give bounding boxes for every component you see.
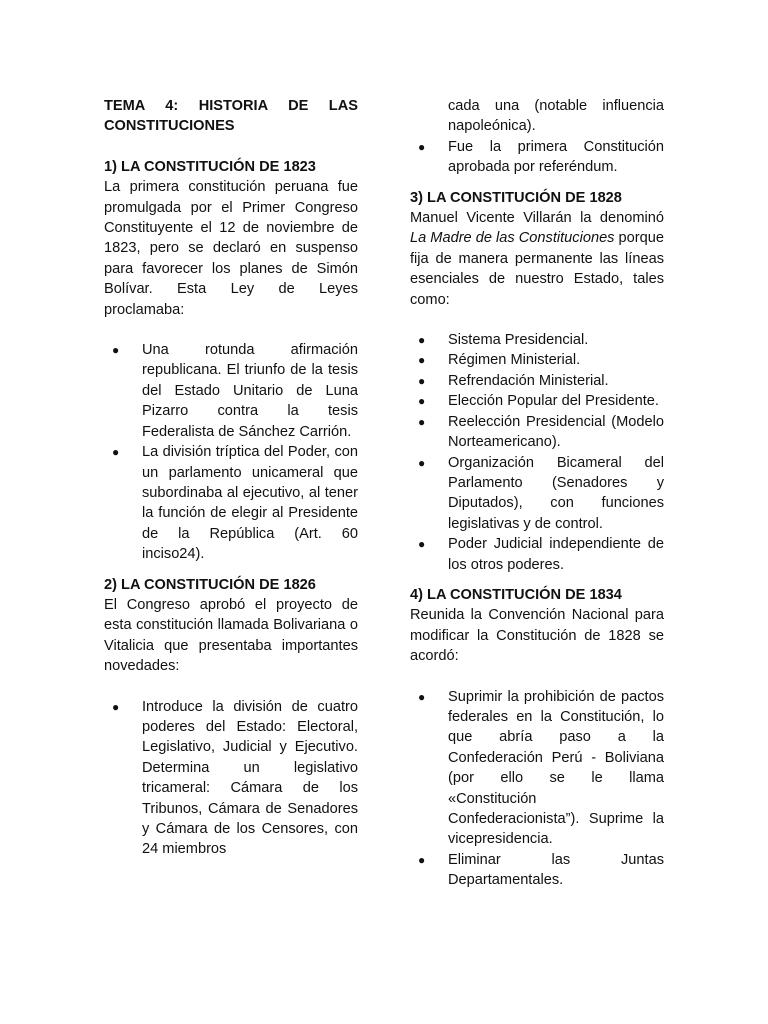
left-column: [104, 96, 358, 860]
section-1-heading: 1) LA CONSTITUCIÓN DE 1823: [104, 158, 316, 175]
section-4-intro: Reunida la Convención Nacional para modificar la Constitución de 1828 se acordó:: [410, 607, 664, 665]
bullet-icon: ●: [112, 445, 120, 460]
bullet-icon: ●: [418, 537, 426, 552]
bullet-icon: ●: [418, 353, 426, 368]
list-item: ● Introduce la división de cuatro poderes del Estado: Electoral, Legislativo, Judicial y Ejecutivo. Determina un legislativo tricameral: Cámara de los Tribunos, Cámara de Senadores y Cámara de los Censores, con 24 miembros: [112, 698, 358, 858]
list-item: ● Una rotunda afirmación republicana. El triunfo de la tesis del Estado Unitario de Luna Pizarro contra la tesis Federalista de Sánchez Carrión.: [112, 342, 358, 440]
list-item: ● La división tríptica del Poder, con un parlamento unicameral que subordinaba al ejecutivo, al tener la función de elegir al Presidente de la República (Art. 60 inciso24).: [112, 444, 358, 563]
section-4-list: [410, 687, 664, 891]
section-2-list: [104, 697, 358, 860]
section-2-item-continuation: cada una (notable influencia napoleónica).: [448, 98, 664, 135]
bullet-icon: ●: [418, 455, 426, 470]
bullet-icon: ●: [418, 852, 426, 867]
section-1-intro: La primera constitución peruana fue promulgada por el Primer Congreso Constituyente el 12 de noviembre de 1823, pero se declaró en suspenso para favorecer los planes de Simón Bolívar. Esta Ley de Leyes proclamaba:: [104, 179, 358, 318]
list-item: ● Reelección Presidencial (Modelo Norteamericano).: [418, 413, 664, 451]
list-item: ● Refrendación Ministerial.: [410, 371, 664, 391]
bullet-icon: ●: [418, 689, 426, 704]
section-2-list-continued: [410, 137, 664, 178]
right-column: [410, 96, 664, 891]
bullet-icon: ●: [418, 373, 426, 388]
page-title: TEMA 4: HISTORIA DE LAS CONSTITUCIONES: [104, 98, 358, 135]
list-item: ● Elección Popular del Presidente.: [410, 391, 664, 411]
section-3-list: [410, 330, 664, 575]
bullet-icon: ●: [418, 333, 426, 348]
bullet-icon: ●: [112, 699, 120, 714]
bullet-icon: ●: [112, 343, 120, 358]
bullet-icon: ●: [418, 414, 426, 429]
list-item: ● Organización Bicameral del Parlamento (Senadores y Diputados), con funciones legislativas y de control.: [418, 454, 664, 532]
section-2-heading: 2) LA CONSTITUCIÓN DE 1826: [104, 576, 316, 593]
list-item: ● Eliminar las Juntas Departamentales.: [418, 851, 664, 889]
list-item: ● Sistema Presidencial.: [410, 330, 664, 350]
section-1-list: [104, 340, 358, 564]
section-3-intro: Manuel Vicente Villarán la denominó La Madre de las Constituciones porque fija de manera permanente las líneas esenciales de nuestro Estado, tales como:: [410, 210, 664, 308]
section-2-intro: El Congreso aprobó el proyecto de esta constitución llamada Bolivariana o Vitalicia que presentaba importantes novedades:: [104, 596, 358, 675]
bullet-icon: ●: [418, 394, 426, 409]
list-item: ● Fue la primera Constitución aprobada por referéndum.: [418, 138, 664, 176]
bullet-icon: ●: [418, 139, 426, 154]
list-item: ● Régimen Ministerial.: [410, 350, 664, 370]
list-item: ● Poder Judicial independiente de los otros poderes.: [418, 536, 664, 573]
list-item: ● Suprimir la prohibición de pactos federales en la Constitución, lo que abría paso a la Confederación Perú - Boliviana (por ello se le llama «Constitución Confederacionista”). Suprime la vicepresidencia.: [418, 688, 664, 848]
section-4-heading: 4) LA CONSTITUCIÓN DE 1834: [410, 586, 622, 603]
book-title: La Madre de las Constituciones: [410, 230, 615, 247]
section-3-heading: 3) LA CONSTITUCIÓN DE 1828: [410, 189, 622, 206]
